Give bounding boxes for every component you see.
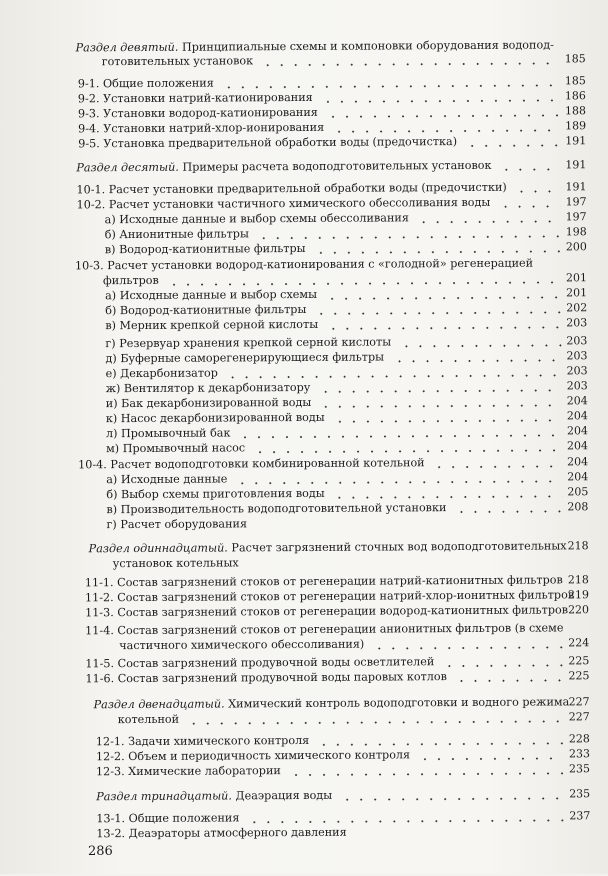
dot-leader [247, 819, 564, 823]
toc-entry-title [78, 135, 457, 151]
toc-entry-text: е) Декарбонизатор [105, 366, 218, 381]
toc-entry-text: к) Насос декарбонизированной воды [105, 410, 325, 426]
dot-leader [326, 326, 561, 329]
toc-page-number: 203 [566, 364, 588, 378]
toc-entry-text: 10-4. Расчет водоподготовки комбинированной котельной [78, 456, 425, 472]
toc-page-number: 218 [567, 573, 589, 587]
toc-page-number: 191 [565, 134, 587, 148]
dot-leader [253, 449, 562, 453]
toc-page-number: 220 [568, 603, 590, 617]
toc-entry-title [85, 670, 447, 686]
toc-entry-text: ж) Вентилятор к декарбонизатору [105, 380, 311, 396]
toc-entry-text: а) Исходные данные [106, 472, 228, 487]
toc-entry-text: в) Производительность водоподготовительной установки [106, 501, 447, 517]
toc-page-number: 204 [566, 409, 588, 423]
toc-entry-title [105, 227, 249, 242]
toc-page-number: 203 [566, 334, 588, 348]
toc-page-number: 204 [567, 455, 589, 469]
toc-entry [0, 134, 606, 152]
section-label: Раздел одиннадцатый. [88, 541, 228, 556]
toc-entry-text: 11-5. Состав загрязнений продувочной воды осветлителей [85, 655, 435, 671]
toc-page-number: 228 [568, 732, 590, 746]
toc-page-number: 197 [565, 195, 587, 209]
toc-entry-title [96, 748, 410, 764]
toc-page-number: 200 [565, 240, 587, 254]
toc-entry-title [94, 695, 570, 712]
toc-entry-text: 11-2. Состав загрязнений стоков от регенерации натрий-хлор-ионитных фильтров [84, 588, 575, 605]
toc-entry-title [85, 603, 568, 620]
toc-entry-title [118, 713, 179, 727]
toc-page-number: 225 [568, 654, 590, 668]
toc-entry-title [105, 211, 409, 227]
toc-page-number: 203 [566, 349, 588, 363]
toc-page-number: 188 [564, 104, 587, 118]
toc-entry-title [78, 456, 425, 472]
toc-entry-title [106, 517, 247, 532]
toc-page-number: 203 [566, 379, 588, 393]
dot-leader [187, 720, 564, 724]
toc-page-number: 225 [568, 669, 590, 683]
toc-page-number: 233 [568, 747, 590, 761]
toc-entry-text: 11-6. Состав загрязнений продувочной воды паровых котлов [85, 670, 447, 686]
toc-entry-title [76, 159, 491, 176]
toc-entry-title [103, 274, 159, 288]
dot-leader [314, 250, 561, 254]
toc-entry [2, 762, 608, 780]
toc-entry-text: б) Анионитные фильтры [104, 227, 249, 242]
toc-entry-title [105, 335, 391, 351]
toc-entry-title [105, 288, 317, 303]
toc-entry-text: 10-3. Расчет установки водород-катионирования с «голодной» регенерацией [74, 256, 534, 273]
page-number: 286 [88, 844, 113, 859]
toc-entry [0, 158, 606, 176]
dot-leader [417, 220, 561, 223]
toc-entry-text: б) Водород-катионитные фильтры [105, 302, 307, 318]
toc-entry-text: 12-1. Задачи химического контроля [95, 733, 310, 749]
toc-entry-text: Принципиальные схемы и компоновки оборудования водопод- [181, 38, 554, 54]
toc-entry [0, 52, 606, 70]
toc-entry-text: установок котельных [112, 556, 239, 571]
toc-entry-text: 9-4. Установки натрий-хлор-ионирования [78, 120, 325, 136]
toc-entry-title [96, 764, 281, 779]
toc-page-number: 201 [565, 271, 588, 285]
toc-entry-title [106, 396, 312, 411]
toc-page-number: 203 [566, 316, 588, 330]
toc-page-number: 227 [568, 695, 590, 709]
toc-entry-text: фильтров [102, 273, 159, 288]
toc-entry [1, 554, 608, 572]
toc-entry [0, 439, 608, 457]
toc-entry [2, 787, 608, 805]
toc-entry-text: готовительных установок [101, 54, 254, 69]
dot-leader [333, 495, 563, 498]
dot-leader [433, 465, 563, 468]
toc-entry-text: м) Промывочный насос [106, 441, 246, 456]
toc-entry-text: д) Буферные саморегенерирующиеся фильтры [105, 350, 385, 366]
toc-page-number: 208 [567, 500, 589, 514]
toc-entry-text: и) Бак декарбонизированной воды [105, 395, 312, 411]
dot-leader [465, 144, 560, 147]
toc-entry [0, 240, 607, 258]
dot-leader [392, 359, 561, 362]
dot-leader [238, 434, 562, 438]
toc-entry-title [106, 426, 231, 441]
toc-page-number: 191 [565, 158, 587, 172]
toc-entry-text: Деаэрация воды [235, 788, 333, 803]
toc-entry-text: а) Исходные данные и выбор схемы обессоливания [104, 211, 409, 227]
dot-leader [318, 389, 561, 392]
toc-entry-text: Примеры расчета водоподготовительных установок [182, 158, 492, 174]
toc-entry [1, 669, 608, 687]
toc-entry-text: частичного химического обессоливания) [119, 637, 365, 653]
toc-page-number: 198 [565, 225, 587, 239]
toc-page-number: 185 [564, 52, 586, 66]
toc-entry-text: 11-3. Состав загрязнений стоков от регенерации водород-катионитных фильтров [85, 603, 569, 620]
toc-entry [1, 636, 608, 654]
section-label: Раздел двенадцатый. [93, 697, 225, 712]
toc-page-number: 205 [567, 485, 589, 499]
toc-entry-title [119, 638, 364, 653]
toc-entry-title [96, 734, 309, 749]
toc-page-number: 201 [566, 286, 588, 300]
toc-entry-title [106, 381, 311, 396]
toc-page-number: 235 [569, 787, 591, 801]
dot-leader [499, 168, 560, 170]
toc-entry-text: Расчет загрязнений сточных вод водоподготовительных [231, 539, 567, 555]
toc-page-number: 224 [568, 636, 590, 650]
dot-leader [418, 757, 564, 760]
toc-entry-text: 13-2. Деаэраторы атмосферного давления [96, 825, 347, 841]
toc-page-number: 204 [567, 470, 589, 484]
toc-page-number: 204 [567, 439, 589, 453]
toc-entry-title [102, 54, 254, 69]
dot-leader [372, 646, 563, 649]
toc-page-number: 219 [567, 588, 589, 602]
toc-entry-text: 12-2. Объем и периодичность химического контроля [95, 748, 411, 764]
toc-entry-title [96, 811, 239, 826]
toc-entry-title [96, 826, 346, 842]
toc-entry-title [106, 472, 227, 487]
dot-leader [321, 99, 560, 102]
toc-entry-title [106, 487, 324, 502]
toc-entry-text: 9-1. Общие положения [77, 76, 214, 91]
dot-leader [222, 84, 560, 88]
toc-page-number: 237 [569, 809, 591, 823]
dot-leader [226, 374, 562, 378]
dot-leader [332, 129, 560, 132]
dot-leader [333, 419, 562, 422]
dot-leader [319, 404, 562, 407]
dot-leader [289, 772, 564, 776]
toc-entry-title [106, 411, 325, 426]
toc-page-number: 197 [565, 210, 587, 224]
toc-entry-title [106, 441, 245, 456]
dot-leader [167, 281, 561, 285]
toc-entry-title [105, 318, 318, 333]
toc-entry-text: 12-3. Химические лаборатории [95, 764, 281, 779]
toc-page-number: 186 [564, 89, 586, 103]
toc-entry-text: г) Расчет оборудования [106, 517, 248, 532]
toc-entry [1, 603, 608, 621]
toc-entry-title [85, 621, 563, 638]
toc-entry-title [78, 91, 313, 106]
toc-page-number: 185 [564, 74, 586, 88]
toc-entry-title [105, 303, 306, 318]
toc-entry-text: б) Выбор схемы приготовления воды [106, 486, 325, 502]
toc-entry-text: в) Водород-катионитные фильтры [104, 241, 306, 257]
dot-leader [455, 679, 564, 682]
section-label: Раздел тринадцатый. [96, 789, 232, 804]
toc-entry [2, 710, 608, 728]
dot-leader [317, 742, 564, 746]
toc-entry-title [105, 242, 306, 257]
toc-entry-text: л) Промывочный бак [105, 426, 231, 441]
toc-entry-title [113, 556, 239, 571]
dot-leader [340, 797, 564, 800]
toc-entry-title [85, 655, 434, 671]
toc-entry-text: в) Мерник крепкой серной кислоты [105, 317, 319, 333]
toc-entry-title [89, 539, 567, 556]
dot-leader [442, 664, 563, 667]
toc-page-number: 204 [566, 394, 588, 408]
toc-page-number: 202 [566, 301, 588, 315]
section-label: Раздел девятый. [75, 40, 179, 55]
toc-entry-text: 10-2. Расчет установки частичного химического обессоливания воды [76, 195, 491, 212]
dot-leader [515, 190, 561, 192]
toc-page-number: 218 [567, 539, 589, 553]
toc-entry-text: 11-1. Состав загрязнений стоков от регенерации натрий-катионитных фильтров [84, 573, 563, 590]
toc-entry [2, 824, 608, 842]
toc-entry-title [106, 501, 446, 517]
toc-page-number: 227 [568, 710, 590, 724]
toc-entry-text: котельной [117, 712, 180, 727]
toc-entry-title [106, 367, 218, 382]
toc-entry-title [76, 181, 506, 198]
toc-entry-title [96, 789, 332, 804]
toc-entry-text: а) Исходные данные и выбор схемы [105, 287, 317, 303]
toc-entry-title [78, 106, 318, 121]
dot-leader [498, 205, 560, 207]
dot-leader [257, 235, 561, 239]
toc-entry-title [85, 573, 563, 590]
dot-leader [399, 344, 561, 347]
toc-entry-text: Химический контроль водоподготовки и водного режима [228, 695, 570, 711]
dot-leader [261, 62, 560, 66]
toc-page-number: 191 [565, 180, 587, 194]
toc-entry-title [77, 196, 491, 213]
toc-page-number: 204 [566, 424, 588, 438]
toc-entry-title [78, 77, 214, 92]
toc-entry-text: 10-1. Расчет установки предварительной обработки воды (предочистки) [76, 180, 507, 197]
toc-entry-title [78, 121, 324, 137]
toc-entry-text: 9-3. Установки водород-катионирования [77, 105, 318, 121]
dot-leader [314, 311, 561, 315]
toc-entry-title [85, 588, 574, 605]
section-label: Раздел десятый. [76, 160, 179, 175]
toc-page-number: 189 [565, 119, 587, 133]
toc-entry-title [105, 350, 384, 366]
toc-entry-text: 11-4. Состав загрязнений стоков от регенерации анионитных фильтров (в схеме [85, 621, 564, 638]
toc-entry-text: 13-1. Общие положения [96, 811, 240, 826]
toc-entry-text: 9-5. Установка предварительной обработки воды (предочистка) [78, 135, 458, 151]
toc-entry-text: г) Резервуар хранения крепкой серной кислоты [105, 335, 392, 351]
toc-entry-title [75, 257, 533, 274]
toc-entry [0, 316, 607, 334]
toc-page-number: 235 [568, 762, 591, 776]
toc-entry [0, 515, 608, 533]
dot-leader [235, 480, 562, 484]
dot-leader [454, 510, 562, 513]
dot-leader [326, 114, 560, 117]
toc-entry-text: 9-2. Установки натрий-катионирования [77, 90, 313, 106]
dot-leader [325, 296, 561, 299]
